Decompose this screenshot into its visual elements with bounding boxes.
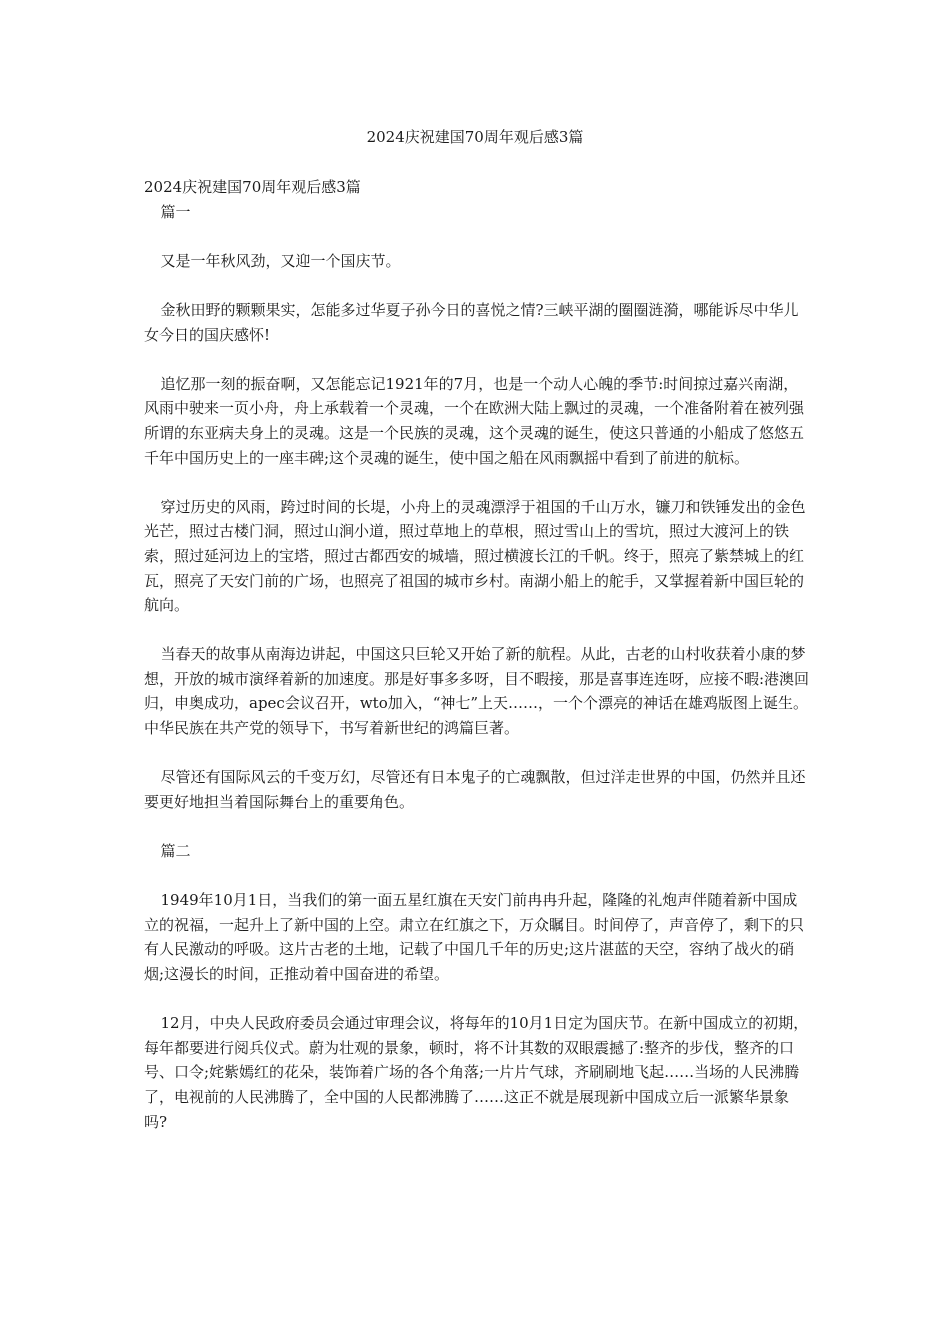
paragraph-4: 穿过历史的风雨，跨过时间的长堤，小舟上的灵魂漂浮于祖国的千山万水，镰刀和铁锤发出的金色光芒，照过古楼门洞，照过山涧小道，照过草地上的草根，照过雪山上的雪坑，照过大渡河上的铁索，照过延河边上的宝塔，照过古都西安的城墙，照过横渡长江的千帆。终于，照亮了紫禁城上的红瓦，照亮了天安门前的广场，也照亮了祖国的城市乡村。南湖小船上的舵手，又掌握着新中国巨轮的航向。 xyxy=(144,497,806,615)
paragraph-7: 1949年10月1日，当我们的第一面五星红旗在天安门前冉冉升起，隆隆的礼炮声伴随着新中国成立的祝福，一起升上了新中国的上空。肃立在红旗之下，万众瞩目。时间停了，声音停了，剩下的只有人民激动的呼吸。这片古老的土地，记载了中国几千年的历史;这片湛蓝的天空，容纳了战火的硝烟;这漫长的时间，正推动着中国奋进的希望。 xyxy=(144,891,805,983)
document-subtitle: 2024庆祝建国70周年观后感3篇 xyxy=(144,178,361,196)
paragraph-6: 尽管还有国际风云的千变万幻，尽管还有日本鬼子的亡魂飘散，但过洋走世界的中国，仍然并且还要更好地担当着国际舞台上的重要角色。 xyxy=(144,768,806,811)
section-heading-2: 篇二 xyxy=(160,842,191,861)
document-title: 2024庆祝建国70周年观后感3篇 xyxy=(366,128,584,146)
paragraph-1: 又是一年秋风劲，又迎一个国庆节。 xyxy=(160,251,401,270)
paragraph-3: 追忆那一刻的振奋啊，又怎能忘记1921年的7月，也是一个动人心魄的季节:时间掠过嘉兴南湖，风雨中驶来一页小舟，舟上承载着一个灵魂，一个在欧洲大陆上飘过的灵魂，一个准备附着在被列强所谓的东亚病夫身上的灵魂。这是一个民族的灵魂，这个灵魂的诞生，使这只普通的小船成了悠悠五千年中国历史上的一座丰碑;这个灵魂的诞生，使中国之船在风雨飘摇中看到了前进的航标。 xyxy=(144,374,805,467)
document-body xyxy=(144,175,812,1134)
paragraph-5: 当春天的故事从南海边讲起，中国这只巨轮又开始了新的航程。从此，古老的山村收获着小康的梦想，开放的城市演绎着新的加速度。那是好事多多呀，目不暇接，那是喜事连连呀，应接不暇:港澳回归，申奥成功，apec会议召开，wto加入，“神七”上天……，一个个漂亮的神话在雄鸡版图上诞生。中华民族在共产党的领导下，书写着新世纪的鸿篇巨著。 xyxy=(144,645,810,738)
section-heading-1: 篇一 xyxy=(160,202,191,221)
paragraph-2: 金秋田野的颗颗果实，怎能多过华夏子孙今日的喜悦之情?三峡平湖的圈圈涟漪，哪能诉尽中华儿女今日的国庆感怀! xyxy=(144,300,799,344)
paragraph-8: 12月，中央人民政府委员会通过审理会议，将每年的10月1日定为国庆节。在新中国成立的初期，每年都要进行阅兵仪式。蔚为壮观的景象，顿时，将不计其数的双眼震撼了:整齐的步伐，整齐的口号、口令;姹紫嫣红的花朵，装饰着广场的各个角落;一片片气球，齐刷刷地飞起……当场的人民沸腾了，电视前的人民沸腾了，全中国的人民都沸腾了……这正不就是展现新中国成立后一派繁华景象吗? xyxy=(144,1014,809,1131)
